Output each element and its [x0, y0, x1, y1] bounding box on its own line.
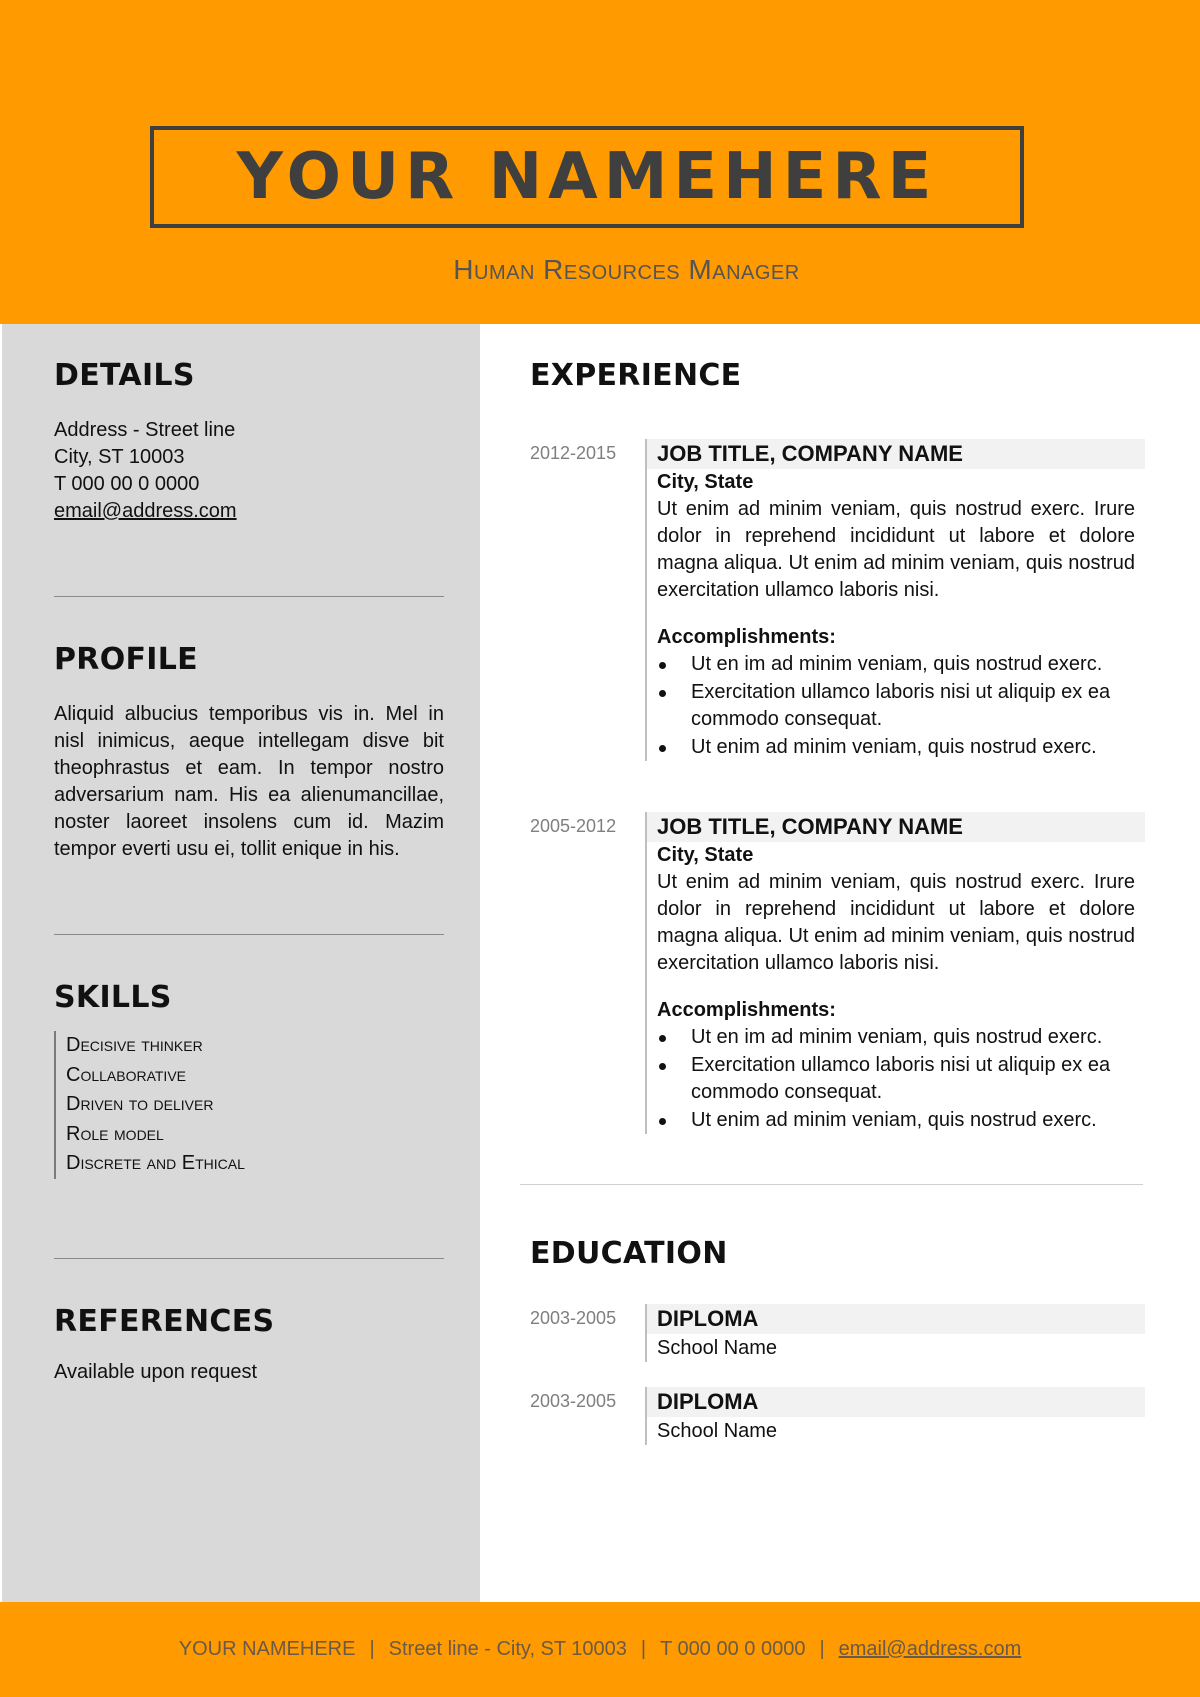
details-section: [54, 358, 444, 525]
list-item: Exercitation ullamco laboris nisi ut aliquip ex ea commodo consequat.: [657, 679, 1135, 734]
accomplishments-list: [657, 651, 1135, 761]
city-line: City, ST 10003: [54, 446, 185, 468]
email-link[interactable]: email@address.com: [54, 500, 237, 522]
entry-location: City, State: [657, 844, 754, 866]
details-heading: DETAILS: [54, 358, 195, 393]
references-text: Available upon request: [54, 1361, 258, 1383]
job-title: Human Resources Manager: [453, 254, 800, 285]
entry-years: 2003-2005: [530, 1308, 617, 1328]
entry-school: School Name: [657, 1420, 778, 1442]
skill-item: Decisive thinker: [66, 1034, 203, 1056]
skills-heading: SKILLS: [54, 980, 172, 1015]
candidate-name: YOUR NAMEHERE: [236, 140, 938, 214]
accomplishments-label: Accomplishments:: [657, 626, 836, 648]
entry-description: Ut enim ad minim veniam, quis nostrud exerc. Irure dolor in reprehend incididunt ut labore et dolore magna aliqua. Ut enim ad minim veniam, quis nostrud exercitation ullamco laboris nisi.: [657, 871, 1135, 974]
skill-item: Discrete and Ethical: [66, 1152, 245, 1174]
experience-heading: EXPERIENCE: [530, 358, 742, 393]
entry-title: JOB TITLE, COMPANY NAME: [647, 812, 1145, 842]
details-text: [54, 417, 444, 525]
entry-description: Ut enim ad minim veniam, quis nostrud exerc. Irure dolor in reprehend incididunt ut labore et dolore magna aliqua. Ut enim ad minim veniam, quis nostrud exercitation ullamco laboris nisi.: [657, 498, 1135, 601]
list-item: Ut en im ad minim veniam, quis nostrud exerc.: [657, 651, 1135, 679]
entry-body: [645, 439, 1145, 761]
list-item: Ut en im ad minim veniam, quis nostrud exerc.: [657, 1024, 1135, 1052]
skill-item: Collaborative: [66, 1063, 186, 1086]
skill-item: Role model: [66, 1122, 164, 1145]
list-item: Exercitation ullamco laboris nisi ut aliquip ex ea commodo consequat.: [657, 1052, 1135, 1107]
entry-years: 2003-2005: [530, 1391, 617, 1411]
skill-item: Driven to deliver: [66, 1093, 214, 1115]
footer-address: Street line - City, ST 10003: [388, 1638, 627, 1660]
address-line: Address - Street line: [54, 419, 236, 441]
header-banner: [0, 0, 1200, 324]
entry-degree: DIPLOMA: [647, 1387, 1145, 1417]
experience-section: [530, 358, 1143, 393]
list-item: Ut enim ad minim veniam, quis nostrud exerc.: [657, 1107, 1135, 1135]
education-heading: EDUCATION: [530, 1236, 728, 1271]
footer-banner: [0, 1602, 1200, 1697]
entry-body: [645, 1304, 1145, 1362]
phone-line: T 000 00 0 0000: [54, 473, 200, 495]
accomplishments-list: [657, 1024, 1135, 1134]
references-heading: REFERENCES: [54, 1304, 275, 1339]
sidebar-divider: [54, 596, 444, 597]
footer-separator: |: [369, 1638, 375, 1660]
profile-heading: PROFILE: [54, 642, 198, 677]
entry-years: 2005-2012: [530, 816, 617, 836]
profile-text: Aliquid albucius temporibus vis in. Mel in nisl inimicus, aeque intellegam disve bit theophrastus et eam. In tempor nostro adversarium nam. His ea alienumancillae, noster laoreet insolens cum id. Mazim tempor everti usu ei, tollit enique in his.: [54, 703, 444, 860]
entry-location: City, State: [657, 471, 754, 493]
sidebar-divider: [54, 1258, 444, 1259]
name-box: [150, 126, 1024, 228]
list-item: Ut enim ad minim veniam, quis nostrud exerc.: [657, 734, 1135, 762]
references-section: [54, 1304, 444, 1386]
accomplishments-label: Accomplishments:: [657, 999, 836, 1021]
main-divider: [520, 1184, 1143, 1185]
entry-body: [645, 812, 1145, 1134]
skills-list: [54, 1031, 444, 1179]
footer-name: YOUR NAMEHERE: [178, 1638, 356, 1660]
skills-section: [54, 980, 444, 1179]
footer-phone: T 000 00 0 0000: [660, 1638, 806, 1660]
entry-title: JOB TITLE, COMPANY NAME: [647, 439, 1145, 469]
footer-email-link[interactable]: email@address.com: [838, 1638, 1022, 1660]
entry-years: 2012-2015: [530, 443, 617, 463]
sidebar-divider: [54, 934, 444, 935]
footer-separator: |: [640, 1638, 647, 1660]
entry-body: [645, 1387, 1145, 1445]
profile-section: [54, 642, 444, 863]
education-section: [530, 1236, 1143, 1271]
entry-degree: DIPLOMA: [647, 1304, 1145, 1334]
footer-separator: |: [819, 1638, 825, 1660]
entry-school: School Name: [657, 1337, 778, 1359]
